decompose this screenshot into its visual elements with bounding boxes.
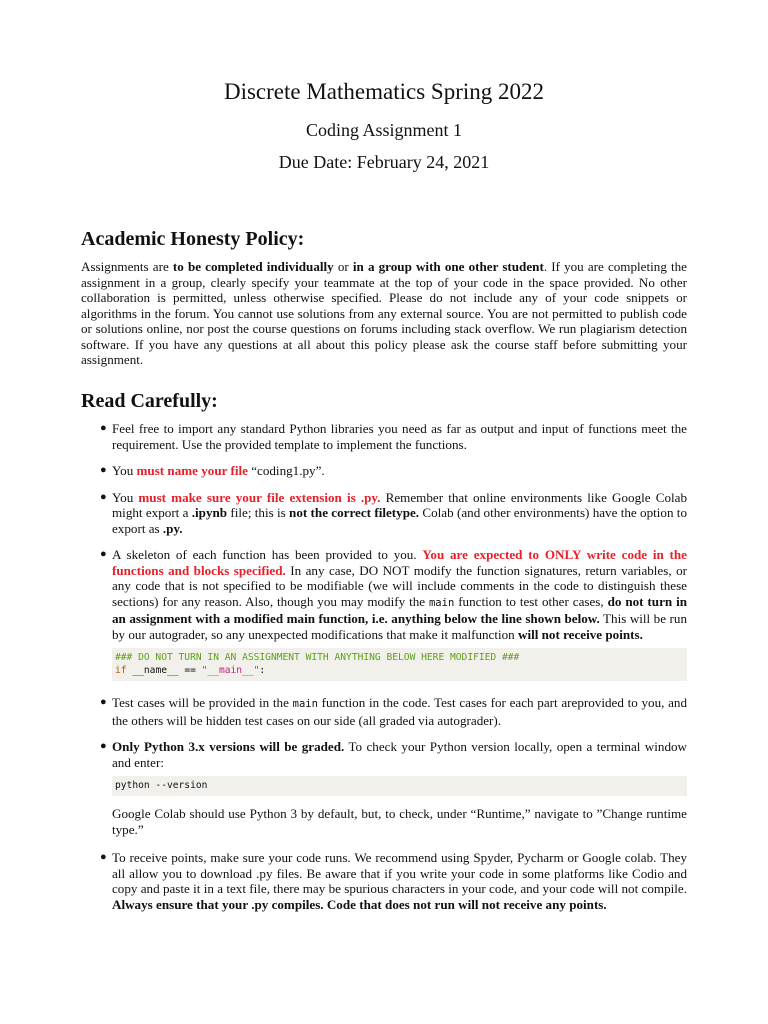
text-run: To check your Python version locally, open a terminal window and enter: — [112, 739, 687, 770]
text-run: A skeleton of each function has been provided to you. — [112, 547, 423, 562]
text-run: Test cases will be provided in the — [112, 695, 293, 710]
text-run: function to test other cases, — [454, 593, 608, 609]
bullet-icon: ● — [100, 740, 107, 752]
text-run: “coding1.py”. — [247, 463, 325, 478]
text-run-highlight: must make sure your file extension is .py. — [138, 489, 381, 505]
code-keyword: if — [115, 665, 127, 676]
text-run-bold: will not receive points. — [518, 626, 643, 642]
text-run: file; this is — [227, 505, 290, 520]
code-block-main-guard — [112, 648, 687, 681]
bullet-icon: ● — [100, 422, 107, 434]
text-run: Feel free to import any standard Python libraries you need as far as output and input of functions meet the requirement. Use the provided template to implement the functions. — [112, 421, 687, 452]
code-string: "__main__" — [201, 665, 260, 676]
text-run: In any case, DO NOT modify the function signatures, return variables, or any code that is not specified to be modifiable (we will include comments in the code to distinguish these sections) for any reason. Also, though you may modify the — [112, 562, 687, 609]
list-item — [81, 490, 687, 537]
honesty-policy-heading: Academic Honesty Policy: — [81, 228, 305, 250]
text-run: Colab (and other environments) have the option to export as — [112, 505, 687, 536]
text-run-bold: not the correct filetype. — [289, 505, 420, 520]
text-run-bold: .ipynb — [191, 505, 228, 520]
code-comment: ### DO NOT TURN IN AN ASSIGNMENT WITH ANYTHING BELOW HERE MODIFIED ### — [115, 652, 520, 663]
text-run: You — [112, 489, 139, 505]
inline-code: main — [428, 596, 455, 609]
bullet-icon: ● — [100, 548, 107, 560]
due-date: Due Date: February 24, 2021 — [278, 152, 490, 172]
text-run: Remember that online environments like Google Colab might export a — [112, 489, 687, 520]
text-run-bold: Only Python 3.x versions will be graded. — [112, 739, 345, 754]
code-text: python --version — [115, 780, 208, 791]
honesty-policy-paragraph — [81, 259, 687, 368]
text-run: Assignments are — [81, 259, 173, 274]
text-run-bold: do not turn in an assignment with a modified main function, i.e. anything below the line shown below. — [112, 593, 687, 626]
code-text: __name__ == — [126, 665, 202, 676]
text-run-highlight: You are expected to ONLY write code in the functions and blocks specified. — [112, 547, 687, 578]
document-title: Discrete Mathematics Spring 2022 — [223, 79, 544, 104]
text-run: . If you are completing the assignment in a group, clearly specify your teammate at the top of your code in the space provided. No other collaboration is permitted, unless otherwise specified. Please do not include any of your code snippets or algorithms in the forum. You cannot use solutions from any external source. You are not permitted to publish code or solutions online, nor post the course questions on forums including stack overflow. We run plagiarism detection software. If you have any questions at all about this policy please ask the course staff before submitting your assignment. — [81, 259, 687, 367]
list-item — [81, 739, 687, 837]
text-run-bold: to be completed individually — [172, 259, 334, 274]
inline-code: main — [292, 698, 318, 710]
text-run: or — [333, 259, 353, 274]
text-run: This will be run by our autograder, so any unexpected modifications that make it malfunction — [112, 611, 687, 642]
document-subtitle: Coding Assignment 1 — [305, 120, 462, 140]
code-block-python-version — [112, 776, 687, 796]
text-run: Google Colab should use Python 3 by default, but, to check, under “Runtime,” navigate to ”Change runtime type.” — [112, 806, 687, 837]
list-item — [81, 463, 687, 479]
list-item — [81, 421, 687, 452]
text-run-bold: Always ensure that your .py compiles. Code that does not run will not receive any points. — [112, 896, 607, 912]
bullet-icon: ● — [100, 696, 107, 708]
text-run: You — [112, 463, 137, 478]
read-carefully-heading: Read Carefully: — [81, 390, 218, 412]
list-item — [81, 547, 687, 681]
instructions-list — [81, 421, 687, 924]
text-run: function in the code. Test cases for each part areprovided to you, and the others will be hidden test cases on our side (all graded via autograder). — [112, 695, 687, 728]
text-run: To receive points, make sure your code runs. We recommend using Spyder, Pycharm or Google colab. They all allow you to download .py files. Be aware that if you write your code in some platforms like Codio and copy and paste it in a text file, there may be spurious characters in your code, and your code will not compile. — [112, 850, 687, 896]
text-run-highlight: must name your file — [136, 463, 248, 478]
bullet-icon: ● — [100, 490, 107, 503]
list-item — [81, 850, 687, 912]
code-text: : — [259, 665, 266, 676]
text-run-bold: in a group with one other student — [352, 259, 544, 274]
bullet-icon: ● — [100, 464, 107, 476]
bullet-icon: ● — [100, 851, 107, 863]
text-run-bold: .py. — [162, 520, 183, 536]
list-item — [81, 695, 687, 728]
